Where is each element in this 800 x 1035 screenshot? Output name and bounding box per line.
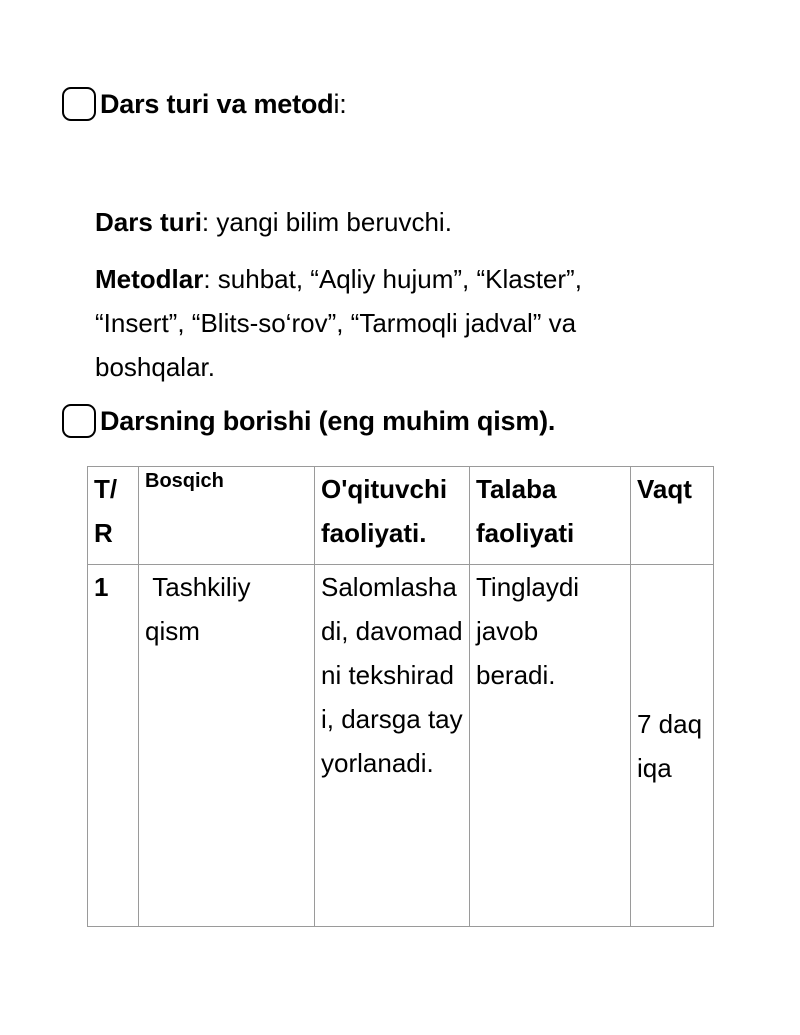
- row-student-activity: Tinglaydi javob beradi.: [470, 565, 631, 927]
- methods-paragraph: [95, 257, 665, 389]
- checkbox-icon: [62, 87, 96, 121]
- header-time: Vaqt: [631, 467, 714, 565]
- checkbox-icon: [62, 404, 96, 438]
- header-student-activity: Talaba faoliyati: [470, 467, 631, 565]
- row-teacher-activity: Salomlashadi, davomadni tekshiradi, darsga tayyorlanadi.: [315, 565, 470, 927]
- header-number: T/ R: [88, 467, 139, 565]
- row-number: 1: [88, 565, 139, 927]
- lesson-type-paragraph: [95, 200, 695, 244]
- table-header-row: [88, 467, 714, 565]
- header-teacher-activity: O'qituvchi faoliyati.: [315, 467, 470, 565]
- section-heading-lesson-flow: [62, 404, 555, 438]
- heading-text: Darsning borishi (eng muhim qism).: [100, 405, 556, 436]
- heading-text: Dars turi va metod: [100, 88, 334, 119]
- methods-label: Metodlar: [95, 264, 204, 294]
- lesson-type-label: Dars turi: [95, 207, 202, 237]
- lesson-type-value: : yangi bilim beruvchi.: [201, 207, 452, 237]
- lesson-table: [87, 466, 714, 927]
- heading-tail: i:: [333, 88, 347, 119]
- row-stage: Tashkiliy qism: [139, 565, 315, 927]
- section-heading-lesson-type: [62, 87, 347, 121]
- header-stage: Bosqich: [139, 467, 315, 565]
- row-time: 7 daqiqa: [631, 565, 714, 927]
- table-row: [88, 565, 714, 927]
- methods-value: : suhbat, “Aqliy hujum”, “Klaster”, “Insert”, “Blits-so‘rov”, “Tarmoqli jadval” va boshqalar.: [95, 264, 582, 382]
